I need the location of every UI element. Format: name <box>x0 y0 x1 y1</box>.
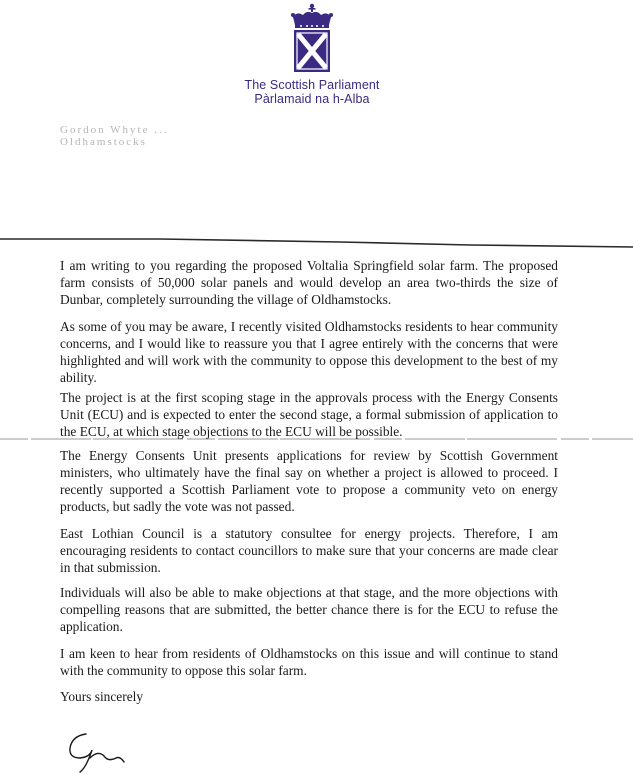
paragraph-3: The project is at the first scoping stage in the approvals process with the Energy Consents Unit (ECU) and is expected to enter the second stage, a formal submission of application to the ECU, at which stage objections to the ECU will be possible. <box>60 390 558 439</box>
paragraph-2: As some of you may be aware, I recently visited Oldhamstocks residents to hear community concerns, and I would like to reassure you that I agree entirely with the concerns that were highlighted and will work with the community to oppose this development to the best of my ability. <box>60 319 558 385</box>
cropped-address-line: Gordon Whyte ... Oldhamstocks <box>60 124 169 148</box>
parliament-name-english: The Scottish Parliament <box>244 78 380 92</box>
paragraph-1: I am writing to you regarding the proposed Voltalia Springfield solar farm. The proposed farm consists of 50,000 solar panels and would develop an area two-thirds the size of Dunbar, completely surrounding the village of Oldhamstocks. <box>60 258 558 307</box>
paragraph-6: Individuals will also be able to make objections at that stage, and the more objections with compelling reasons that are submitted, the better chance there is for the ECU to refuse the application. <box>60 585 558 634</box>
fold-line-top <box>0 236 633 248</box>
parliament-name <box>244 78 380 106</box>
handwritten-signature-icon <box>64 728 134 774</box>
parliament-name-gaelic: Pàrlamaid na h-Alba <box>254 92 370 106</box>
closing-line: Yours sincerely <box>60 689 144 704</box>
crown-saltire-crest-icon <box>287 3 337 75</box>
paragraph-7: I am keen to hear from residents of Oldhamstocks on this issue and will continue to stand with the community to oppose this solar farm. <box>60 646 558 678</box>
paragraph-4: The Energy Consents Unit presents applications for review by Scottish Government ministers, who ultimately have the final say on whether a project is allowed to proceed. I recently supported a Scottish Parliament vote to propose a community veto on energy products, but sadly the vote was not passed. <box>60 448 558 514</box>
paragraph-5: East Lothian Council is a statutory consultee for energy projects. Therefore, I am encouraging residents to contact councillors to make sure that your concerns are made clear in that submission. <box>60 526 558 575</box>
